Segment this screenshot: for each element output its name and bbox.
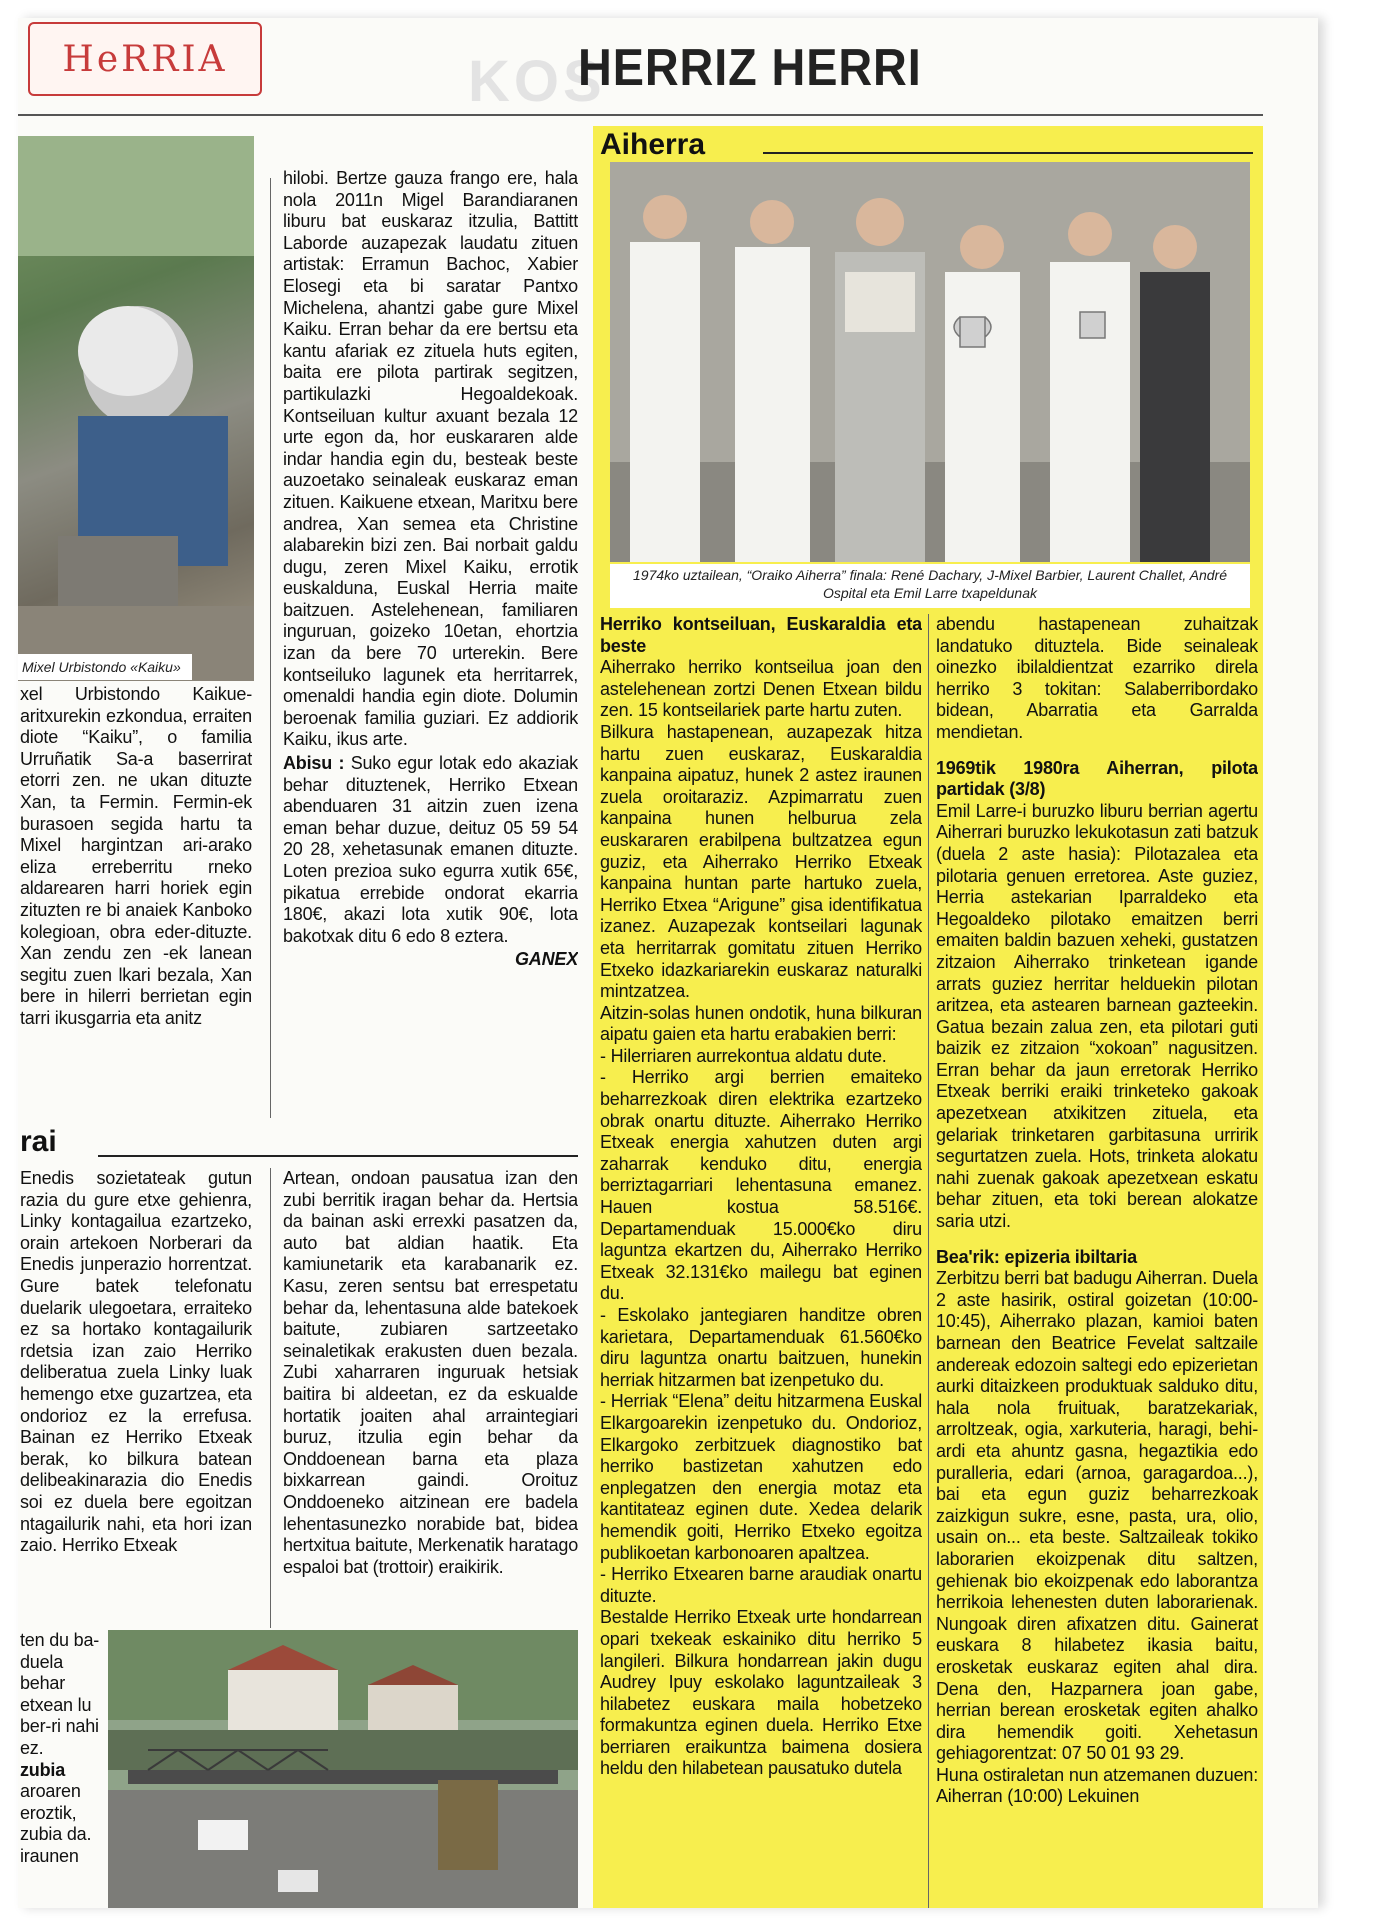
- article-kontseilua-p3: Aitzin-solas hunen ondotik, huna bilkuran aipatu gaien eta hartu erabakien berri:: [600, 1002, 922, 1045]
- article-pilota-title: 1969tik 1980ra Aiherran, pilota partidak (3/8): [936, 757, 1258, 800]
- bridge-illustration: [108, 1630, 578, 1908]
- section2-header: rai: [20, 1125, 57, 1158]
- subhead-zubia: zubia: [20, 1759, 66, 1780]
- section-title: HERRIZ HERRI: [578, 39, 922, 97]
- article-kontseilua-p1: Aiherrako herriko kontseilua joan den astelehenean zortzi Denen Etxean bildu zen. 15 kontseilariek parte hartu zuten.: [600, 657, 922, 721]
- photo-mixel-urbistondo: [18, 136, 254, 681]
- herria-logo: [28, 22, 262, 96]
- article-enedis-col1b: [20, 1630, 100, 1908]
- article-enedis-col1-text: Enedis sozietateak gutun razia du gure etxe gehienra, Linky kontagailua ezartzeko, orain artekoen Norberari da Enedis junperazio horrentzat. Gure batek telefonatu duelarik ulegoetara, erraiteko ez sa hortako kontagailurik rdetsia izan zaio Herriko deliberatua zuela Linky luak hemengo etxe guzartzea, eta ondorioz ez la errefusa. Bainan ez Herriko Etxeak berak, ko bilkura batean delibeakinarazia dio Enedis soi ez duela bere egoitzan ntagailurik nahi, eta hori izan zaio. Herriko Etxeak: [20, 1168, 252, 1556]
- newspaper-page: [18, 18, 1318, 1908]
- article-enedis-col1: [20, 1168, 252, 1628]
- column-divider-2: [270, 1168, 271, 1628]
- logo-text: HeRRIA: [62, 38, 228, 80]
- team-photo-illustration: [610, 162, 1250, 562]
- article-kaiku-col1: [20, 684, 252, 1114]
- article-kontseilua-p6: - Eskolako jantegiaren handitze obren karietara, Departamenduak 61.560€ko diru laguntza onartu baitzuen, hunekin herriak hitzarmen bat izenpetuko du.: [600, 1305, 922, 1390]
- article-kontseilua-p9: Bestalde Herriko Etxeak urte hondarrean opari txekeak eskainiko ditu herriko 5 langileri. Bilkura hondarrean jakin dugu Audrey Ipuy eskolako laguntzaileak 3 hilabetez euskara maila hobetzeko formakuntza eginen duela. Herriko Etxe berriaren eraikuntza baimena dosiera heldu den hilabetean pausatuko dutela: [600, 1607, 922, 1779]
- column-divider: [270, 178, 271, 1118]
- section2-header-rule: [98, 1155, 578, 1157]
- masthead-rule: [18, 114, 1263, 116]
- column-divider-right: [928, 614, 929, 1908]
- article-signature: GANEX: [514, 949, 578, 970]
- article-epizeria-text: Zerbitzu berri bat badugu Aiherran. Duela 2 aste hasirik, ostiral goizetan (10:00-10:45), Aiherrako plazan, kamioi baten barnean den Beatrice Fevelat saltzaile andereak edozoin saltegi edo epizerietan aurki ditaizkeen produktuak salduko ditu, hala nola fruituak, baratzekariak, arroltzeak, ogia, xarkuteria, haragi, behi-ardi eta ahuntz gasna, hegaztikia edo puralleria, edari (arnoa, garagardoa...), bai eta egun guziz beharrezkoak zaizkigun sukre, esne, pasta, ura, olio, usain on... eta beste. Saltzaileak tokiko laborarien ekoizpenak ditu saltzen, gehienak bio ekoizpenak edo laborantza herrikoia lehenesten duten laborarienak. Nungoak diren afixatzen ditu. Gainerat euskara 8 hilabetez ikasia baitu, erosketak euskaraz egiten ahal dira. Dena den, Hazparnera joan gabe, herrian berean erosketak egiten ahalko dira hemendik goiti. Xehetasun gehiagorentzat: 07 50 01 93 29.: [936, 1268, 1258, 1764]
- article-kontseilua-title: Herriko kontseiluan, Euskaraldia eta beste: [600, 614, 922, 656]
- abisu-text: Suko egur lotak edo akaziak behar dituztenek, Herriko Etxean abenduaren 31 aitzin zuen izena eman behar duzue, deituz 05 59 54 20 28, xehetasunak emanen dituzte. Loten prezioa suko egurra xutik 65€, pikatua errebide ondorat ekarria 180€, akazi lota xutik 90€, lota bakotxak ditu 6 edo 8 eztera.: [283, 753, 578, 946]
- article-aiherra-col2: [936, 614, 1258, 1908]
- article-kontseilua-p5: - Herriko argi berrien emaiteko beharrezkoak diren elektrika ezartzeko obrak onartu dituzte. Aiherrako Herriko Etxeak energia xahutzen duten argi zaharrak kenduko ditu, energia berriztagarriari lehentasuna emanez. Hauen kostua 58.516€. Departamenduak 15.000€ko diru laguntza ekartzen du, Aiherrako Herriko Etxeak 32.131€ko mailegu bat eginen du.: [600, 1067, 922, 1304]
- article-kaiku-col2: [283, 168, 578, 1118]
- aiherra-header-rule: [763, 152, 1253, 154]
- article-kontseilua-p8: - Herriko Etxearen barne araudiak onartu dituzte.: [600, 1564, 922, 1606]
- article-pilota-text: Emil Larre-i buruzko liburu berrian agertu Aiherrari buruzko lekukotasun zati batzuk (duela 2 aste hasia): Pilotazalea eta pilotaria genuen erretorea. Aste guziez, Herria astekarian Iparraldeko eta Hegoaldeko pilotako emaitzen berri emaiten baldin bazuen xeheki, gustatzen zitzaion Aiherrako trinketean igande arrats guziez herritar helduekin pilotan aritzea, eta astearen barnean gazteekin. Gatua bezain zalua zen, eta pilotari guti baizik ez zitzaion “xokoan” nagusitzen. Erran behar da jaun erretorak Herriko Etxeak berriki eraiki trinketeko gakoak apezetxean atxikitzen zituela, eta gelariak trinketaren garbitasuna urririk segurtatzen zuela. Hots, trinketa alokatu nahi zuenak gakoak apezetxean eskatu behar zituen, eta toki berean alokatze saria utzi.: [936, 800, 1258, 1232]
- photo-caption-mixel: Mixel Urbistondo «Kaiku»: [18, 654, 192, 680]
- article-enedis-col1c-text: aroaren eroztik, zubia da. iraunen: [20, 1781, 92, 1866]
- article-kontseilua-cont: abendu hastapenean zuhaitzak landatuko dituztela. Bide seinaleak oinezko ibilaldientzat ezarriko direla herriko 3 tokitan: Salaberribordako bidean, Abarratia eta Garralda mendietan.: [936, 614, 1258, 742]
- abisu-label: Abisu :: [283, 753, 345, 774]
- article-epizeria-title: Bea'rik: epizeria ibiltaria: [936, 1246, 1137, 1267]
- article-kontseilua-p4: - Hilerriaren aurrekontua aldatu dute.: [600, 1045, 887, 1066]
- article-kaiku-col1-text: xel Urbistondo Kaikue-aritxurekin ezkondua, erraiten diote “Kaiku”, o familia Urruñatik Sa-a baserrirat etorri zen. ne ukan dituzte Xan, ta Fermin. Fermin-ek burasoen segida hartu ta Mixel hargintzan ari-arako eliza erreberritu rneko aldarearen harri horiek egin zituzten re bi anaiek Kanboko kolegioan, obra eder-dituzte. Xan zendu zen -ek lanean segitu zuen lkari bezala, Xan bere in hilerri berrietan egin tarri ikusgarria eta anitz: [20, 684, 252, 1028]
- article-kontseilua: [600, 614, 922, 1908]
- background-watermark-text: KOS: [468, 49, 606, 114]
- article-kaiku-col2-text: hilobi. Bertze gauza frango ere, hala nola 2011n Migel Barandiaranen liburu bat euskaraz itzulia, Battitt Laborde auzapezak laudatu zituen artistak: Erramun Bachoc, Xabier Elosegi eta bi saratar Pantxo Michelena, ahantzi gabe gure Mixel Kaiku. Erran behar da ere bertsu eta kantu afariak ez zituela huts egiten, baita ere pilota partirak segitzen, partikulazki Hegoaldekoak. Kontseiluan kultur axuant bezala 12 urte egon da, hor euskararen alde indar handia egin du, besteak beste auzoetako seinaleak euskaraz eman zituen. Kaikuene etxean, Maritxu bere andrea, Xan semea eta Christine alabarekin bizi zen. Bai norbait galdu dugu, zeren Mixel Kaiku, errotik euskalduna, Euskal Herria maite baitzuen. Astelehenean, familiaren inguruan, goizeko 10etan, ehortzia izan da bere 70 urterekin. Bere kontseiluko lagunek eta herritarrek, omenaldi handia egin diote. Dolumin beroenak familia guziari. Ez addiorik Kaiku, ikus arte.: [283, 168, 578, 750]
- aiherra-header: Aiherra: [600, 128, 706, 161]
- photo-caption-champions: 1974ko uztailean, “Oraiko Aiherra” finala: René Dachary, J-Mixel Barbier, Laurent Challet, André Ospital eta Emil Larre txapeldunak: [610, 564, 1250, 608]
- article-epizeria-tail: Huna ostiraletan nun atzemanen duzuen: Aiherran (10:00) Lekuinen: [936, 1764, 1258, 1807]
- photo-illustration: [18, 136, 254, 681]
- abisu-paragraph: [283, 753, 578, 947]
- article-enedis-col2: [283, 1168, 578, 1628]
- article-enedis-col2-text: Artean, ondoan pausatua izan den zubi berritik iragan behar da. Hertsia da bainan aski errexki pasatzen da, auto bat aldian haatik. Eta kamiunetarik eta karabanarik ez. Kasu, zeren sentsu bat errespetatu behar da, lehentasuna alde batekoek baitute, zubiaren sartzeetako seinaletikak erakusten duen bezala. Zubi xaharraren inguruak hetsiak baitira bi aldeetan, ez da eskualde hortatik joaiten ahal arraintegiari buruz, itzulia egin behar da Onddoenean barna eta plaza bixkarrean gaindi. Oroituz Onddoeneko aitzinean ere badela lehentasunezko norabide bat, bidea hertxitua baitute, Merkenatik haratago espaloi bat (trottoir) eraikirik.: [283, 1168, 578, 1577]
- photo-pilota-champions: [610, 162, 1250, 562]
- article-kontseilua-p2: Bilkura hastapenean, auzapezak hitza hartu zuen euskaraz, Euskaraldia kanpaina aipatuz, hunek 2 astez iraunen zuela oroitaraziz. Azpimarratu zuen kanpaina hunen helburua zela euskararen erabilpena bultzatzea egun guziz, eta Aiherrako Herriko Etxeak kanpaina huntan parte hartuko zuela, Herriko Etxea “Arigune” gisa identifikatua izanez. Auzapezak kontseilari lagunak eta herritarrak gomitatu zituen Herriko Etxeko idazkariarekin euskaraz naturalki mintzatzea.: [600, 721, 922, 1002]
- article-enedis-col1b-text: ten du ba-duela behar etxean lu ber-ri nahi ez.: [20, 1630, 100, 1758]
- article-kontseilua-p7: - Herriak “Elena” deitu hitzarmena Euskal Elkargoarekin izenpetuko du. Ondorioz, Elkargoko zerbitzuek diagnostiko bat herriko bastizetan xahutzen edo enplegatzen den energia motaz eta kantitateaz eginen dute. Xedea delarik hemendik goiti, Herriko Etxeko egoitza publikoetan karbonoaren apaltzea.: [600, 1391, 922, 1563]
- photo-bridge: [108, 1630, 578, 1908]
